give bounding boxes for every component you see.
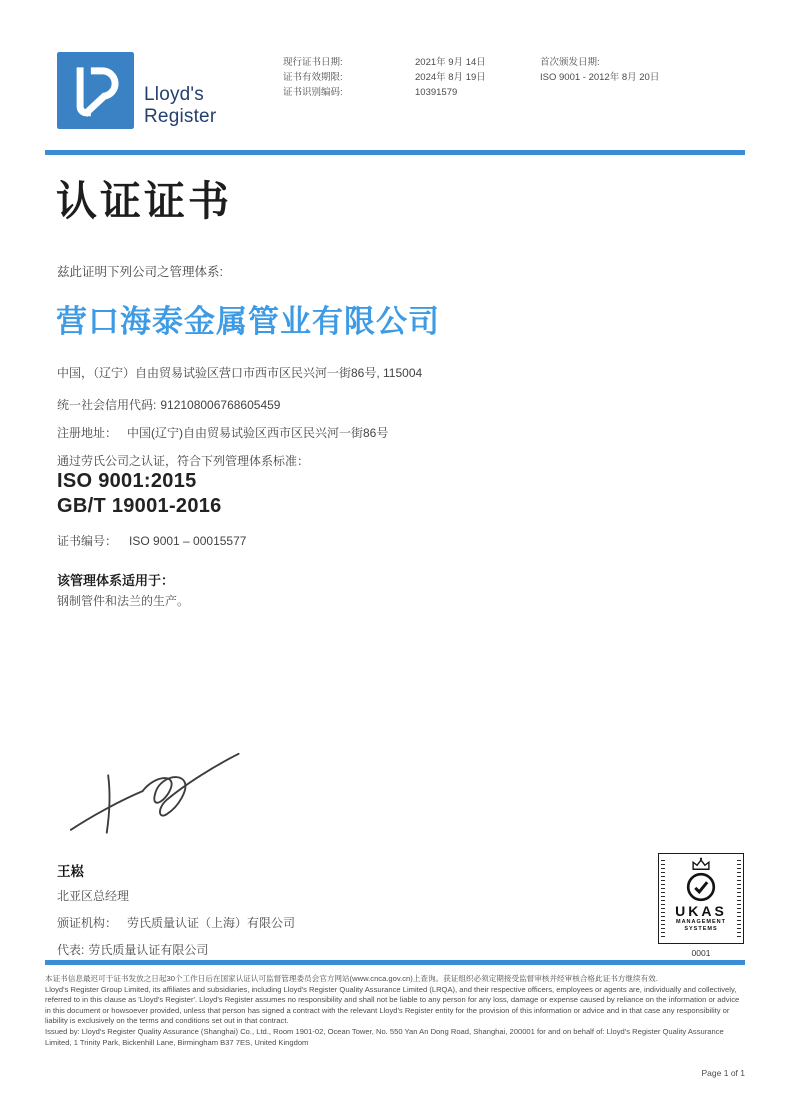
issuer-line: [57, 914, 295, 931]
checkmark-circle-icon: [686, 872, 716, 902]
company-name: 营口海泰金属管业有限公司: [56, 304, 440, 339]
registered-address-value: 中国(辽宁)自由贸易试验区西市区民兴河一街86号: [127, 426, 389, 440]
first-issue-block: [540, 55, 659, 85]
signatory-title: 北亚区总经理: [57, 889, 130, 903]
cnca-notice: 本证书信息最迟可于证书发放之日起30个工作日后在国家认证认可监督管理委员会官方网站(www.cnca.gov.cn)上查询。获证组织必须定期接受监督审核并经审核合格此证书方继续有效.: [45, 974, 658, 983]
issuer-label: 颁证机构：: [57, 916, 118, 930]
first-issue-label: 首次颁发日期:: [540, 57, 600, 68]
ukas-number: 0001: [691, 948, 711, 958]
brand-name-line1: Lloyd's: [144, 84, 204, 105]
liability-notice: Lloyd's Register Group Limited, its affiliates and subsidiaries, including Lloyd's Register Quality Assurance Limited (LRQA), and their respective officers, employees or agents are, individually and collectively, referred to in this clause as 'Lloyd's Register'. Lloyd's Register assumes no responsibility and shall not be liable to any person for any loss, damage or expense caused by reliance on the information or advice in this document or howsoever provided, unless that person has signed a contract with the relevant Lloyd's Register entity for the provision of this information or advice and in that case any responsibility or liability is exclusively on the terms and conditions set out in that contract.: [45, 984, 740, 1026]
scope-text: 钢制管件和法兰的生产。: [57, 594, 190, 608]
cert-id-label: 证书识别编码:: [283, 87, 343, 98]
certificate-number-line: [57, 532, 246, 549]
credit-code-line: [57, 396, 280, 413]
ukas-subtitle-line2: SYSTEMS: [684, 925, 718, 932]
cert-expiry-label: 证书有效期限:: [283, 72, 343, 83]
cert-expiry-value: 2024年 8月 19日: [415, 72, 486, 83]
credit-code-label: 统一社会信用代码:: [57, 398, 157, 412]
approval-intro: 通过劳氏公司之认证，符合下列管理体系标准：: [57, 454, 310, 468]
certificate-number-label: 证书编号：: [57, 534, 118, 548]
issuer-value: 劳氏质量认证（上海）有限公司: [127, 916, 296, 930]
signature-image: [58, 744, 273, 854]
registered-address-label: 注册地址：: [57, 426, 118, 440]
ukas-subtitle: [676, 919, 726, 932]
on-behalf-line: [57, 941, 208, 958]
credit-code-value: 912108006768605459: [160, 398, 281, 412]
company-address: 中国，（辽宁）自由贸易试验区营口市西市区民兴河一街86号, 115004: [57, 366, 423, 380]
standard-iso9001: ISO 9001:2015: [57, 470, 197, 492]
cert-id-value: 10391579: [415, 87, 458, 98]
bottom-divider: [45, 960, 745, 965]
lloyds-register-logo-icon: [57, 52, 134, 129]
brand-name: [144, 84, 216, 128]
ukas-inner: [659, 854, 743, 943]
standards-block: [57, 469, 222, 519]
page-title: 认证证书: [56, 177, 232, 225]
cert-expiry-row: [283, 70, 486, 85]
ukas-wordmark: UKAS: [675, 903, 727, 919]
current-cert-date-value: 2021年 9月 14日: [415, 57, 486, 68]
first-issue-value: ISO 9001 - 2012年 8月 20日: [540, 72, 660, 83]
registered-address-line: [57, 424, 388, 441]
ukas-subtitle-line1: MANAGEMENT: [675, 919, 727, 925]
certificate-number-value: ISO 9001 – 00015577: [129, 534, 247, 548]
cert-id-row: [283, 85, 486, 100]
on-behalf-value: 劳氏质量认证有限公司: [88, 943, 209, 957]
legal-fineprint: [45, 974, 746, 1048]
certify-intro: 兹此证明下列公司之管理体系:: [57, 265, 223, 279]
top-divider: [45, 150, 745, 155]
page-number: Page 1 of 1: [701, 1068, 745, 1078]
current-cert-date-row: [283, 55, 486, 70]
signatory-name: 王崧: [57, 864, 84, 879]
standard-gbt19001: GB/T 19001-2016: [57, 495, 222, 517]
on-behalf-label: 代表:: [57, 943, 85, 957]
brand-name-line2: Register: [144, 106, 217, 127]
current-cert-date-label: 现行证书日期:: [283, 57, 343, 68]
scope-heading: 该管理体系适用于：: [57, 573, 175, 588]
crown-icon: [690, 857, 712, 871]
certificate-meta: [283, 55, 486, 100]
ukas-accreditation-mark: [658, 853, 744, 944]
issued-by-notice: Issued by: Lloyd's Register Quality Assurance (Shanghai) Co., Ltd., Room 1901-02, Ocean Tower, No. 550 Yan An Dong Road, Shanghai, 200001 for and on behalf of: Lloyd's Register Quality Assurance Limited, 1 Trinity Park, Bickenhill Lane, Birmingham B37 7ES, United Kingdom: [45, 1026, 724, 1047]
